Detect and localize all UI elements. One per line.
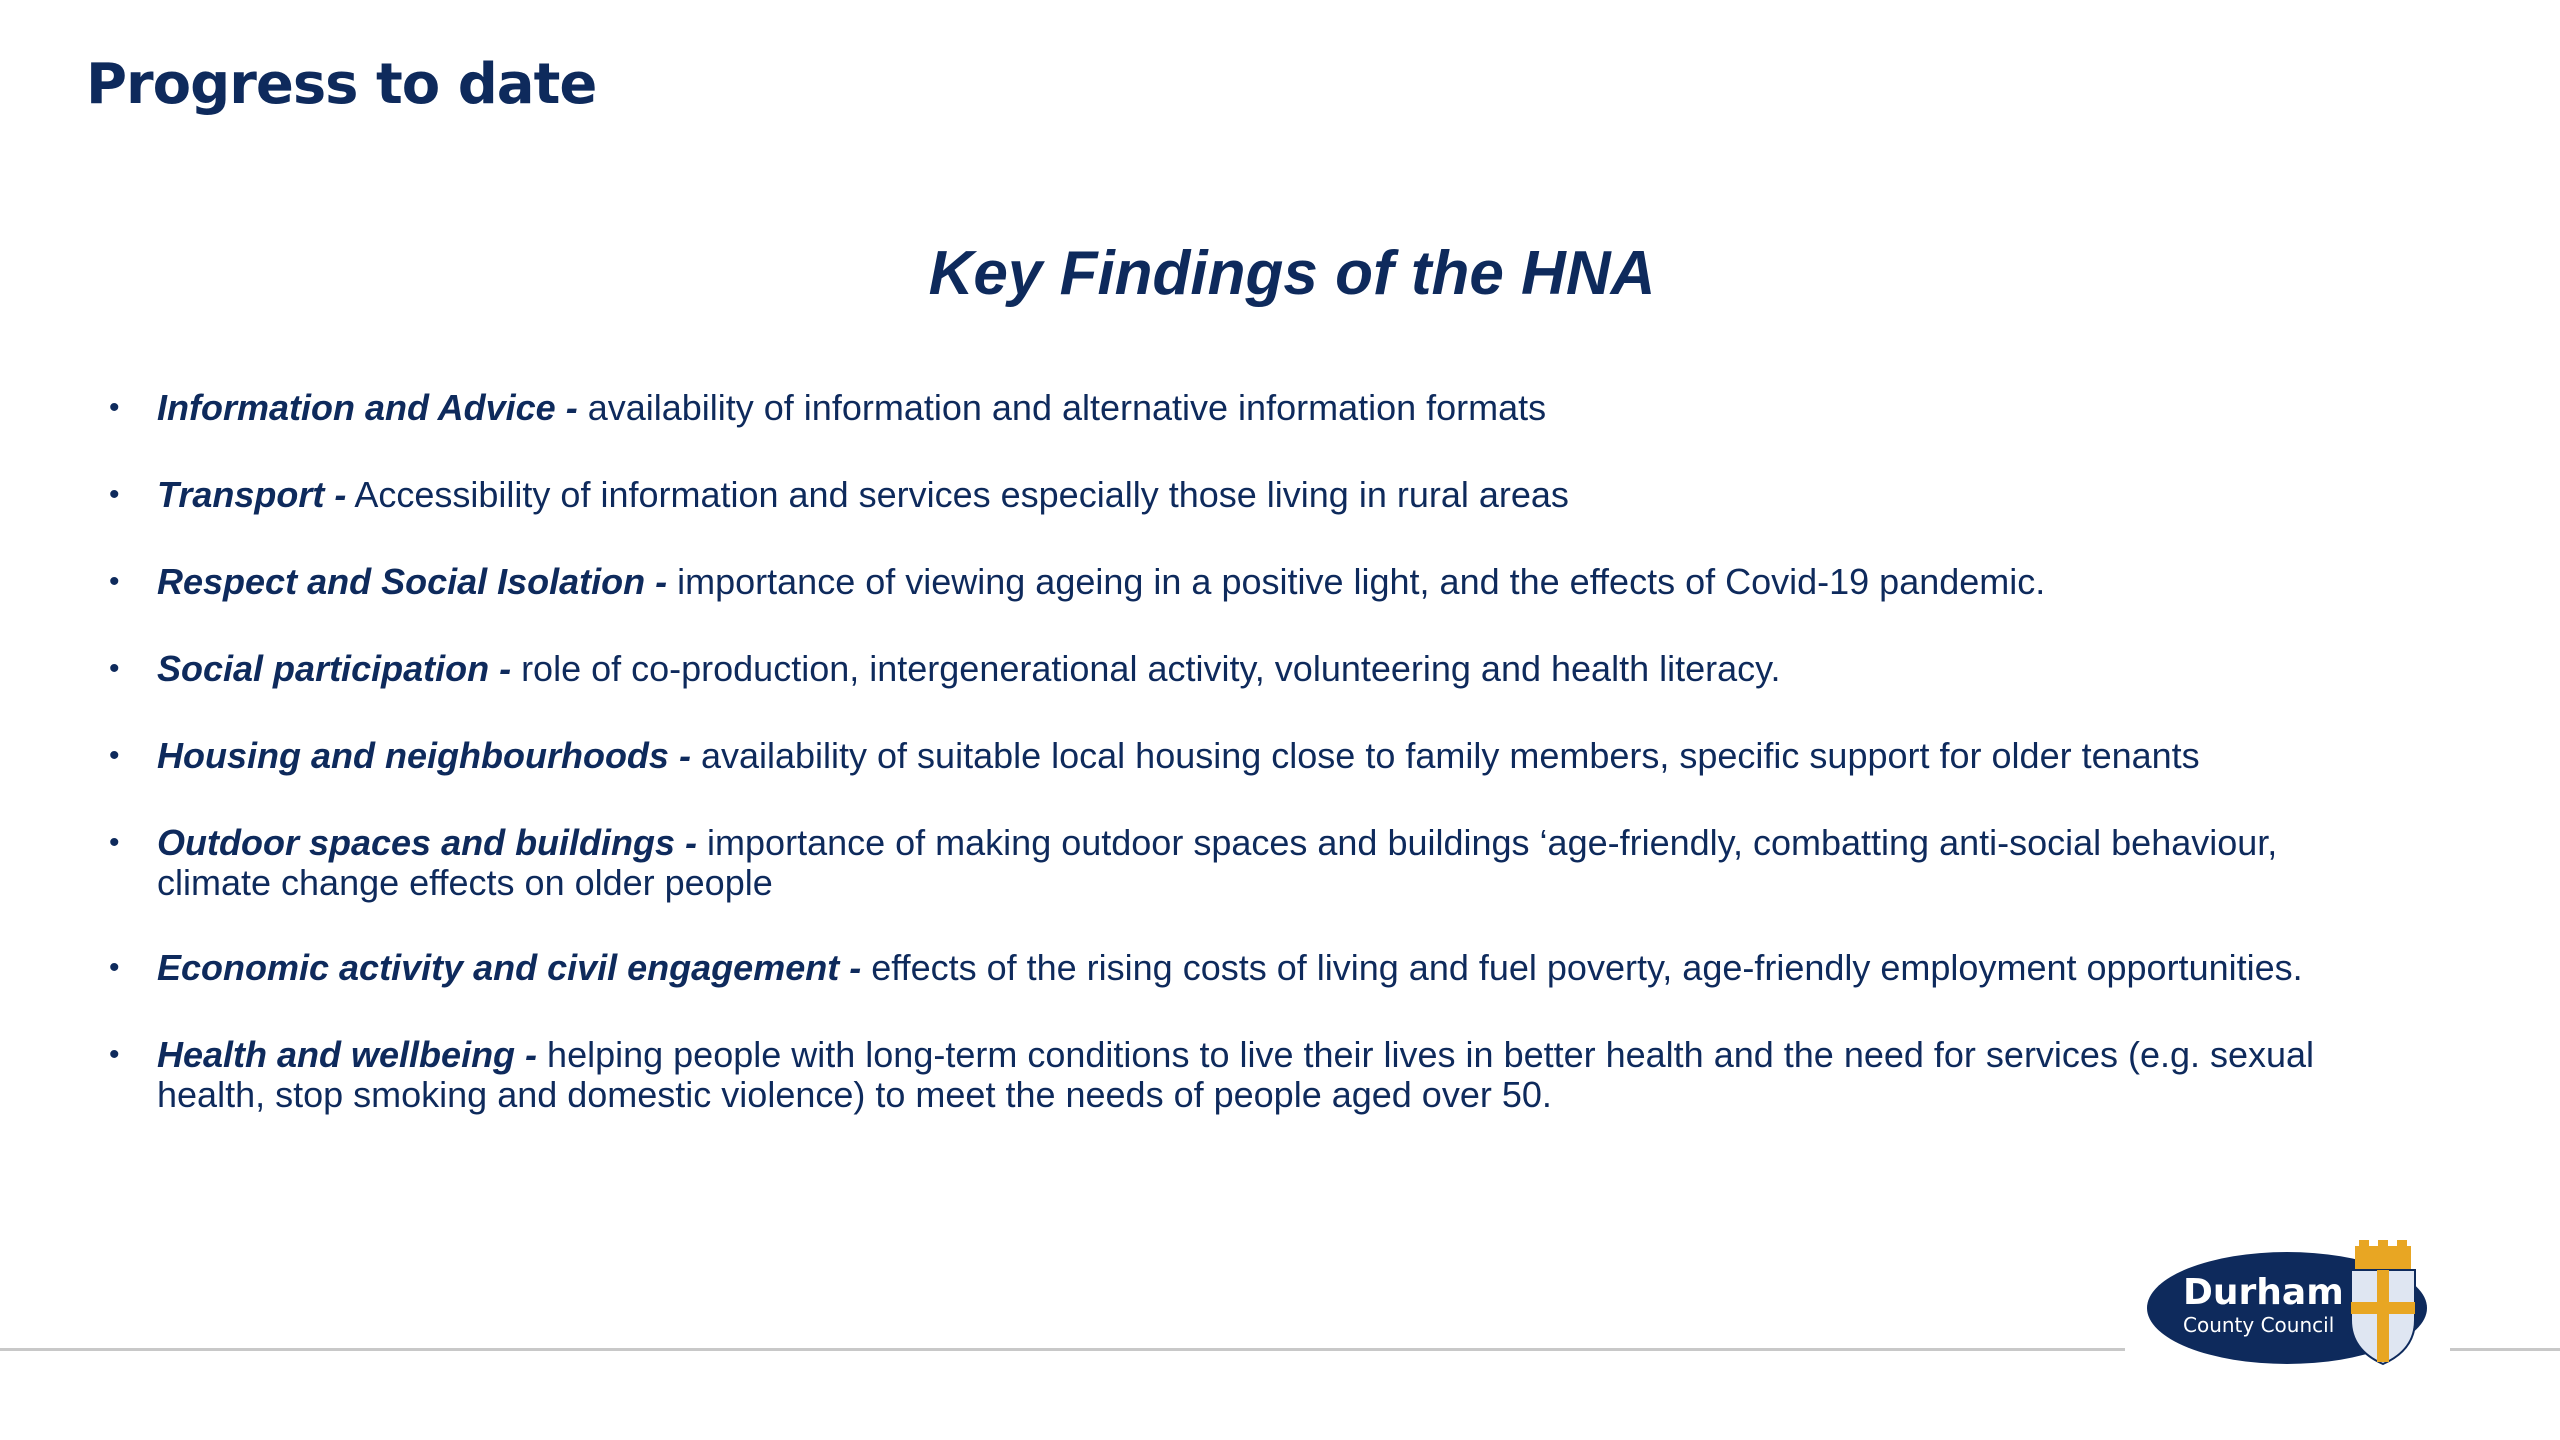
- item-text: role of co-production, intergenerational activity, volunteering and health literacy.: [511, 648, 1781, 689]
- durham-county-council-logo: [2145, 1240, 2445, 1370]
- item-text: availability of information and alternative information formats: [577, 387, 1547, 428]
- bullet-icon: •: [109, 1038, 120, 1071]
- item-label: Economic activity and civil engagement -: [157, 947, 862, 988]
- bullet-icon: •: [109, 951, 120, 984]
- item-label: Transport -: [157, 474, 347, 515]
- bullet-icon: •: [109, 739, 120, 772]
- slide-title: Progress to date: [86, 52, 597, 117]
- item-label: Information and Advice -: [157, 387, 578, 428]
- list-item: [109, 1034, 2407, 1115]
- item-text: effects of the rising costs of living and fuel poverty, age-friendly employment opportunities.: [861, 947, 2303, 988]
- logo-text-durham: Durham: [2183, 1272, 2344, 1313]
- item-text: Accessibility of information and services especially those living in rural areas: [346, 474, 1569, 515]
- item-label: Social participation -: [157, 648, 512, 689]
- list-item: [109, 387, 2417, 428]
- list-item: [109, 822, 2387, 903]
- item-text: importance of viewing ageing in a positive light, and the effects of Covid-19 pandemic.: [667, 561, 2046, 602]
- footer-divider-left: [0, 1348, 2125, 1351]
- list-item: [109, 561, 2417, 602]
- item-label: Health and wellbeing -: [157, 1034, 538, 1075]
- bullet-icon: •: [109, 391, 120, 424]
- list-item: [109, 474, 2417, 515]
- section-heading: Key Findings of the HNA: [928, 239, 1656, 308]
- item-label: Housing and neighbourhoods -: [157, 735, 691, 776]
- item-text: helping people with long-term conditions to live their lives in better health and the need for services (e.g. sexual health, stop smoking and domestic violence) to meet the needs of people aged over 50.: [157, 1034, 2315, 1115]
- item-text: importance of making outdoor spaces and buildings ‘age-friendly, combatting anti-social behaviour, climate change effects on older people: [157, 822, 2278, 903]
- list-item: [109, 947, 2417, 988]
- list-item: [109, 648, 2417, 689]
- crest-icon: [2351, 1240, 2415, 1364]
- logo-text-county-council: County Council: [2183, 1313, 2335, 1337]
- item-label: Outdoor spaces and buildings -: [157, 822, 698, 863]
- item-text: availability of suitable local housing close to family members, specific support for older tenants: [690, 735, 2200, 776]
- item-label: Respect and Social Isolation -: [157, 561, 668, 602]
- bullet-icon: •: [109, 478, 120, 511]
- footer-divider-right: [2450, 1348, 2560, 1351]
- bullet-icon: •: [109, 565, 120, 598]
- bullet-icon: •: [109, 652, 120, 685]
- list-item: [109, 735, 2417, 776]
- bullet-icon: •: [109, 826, 120, 859]
